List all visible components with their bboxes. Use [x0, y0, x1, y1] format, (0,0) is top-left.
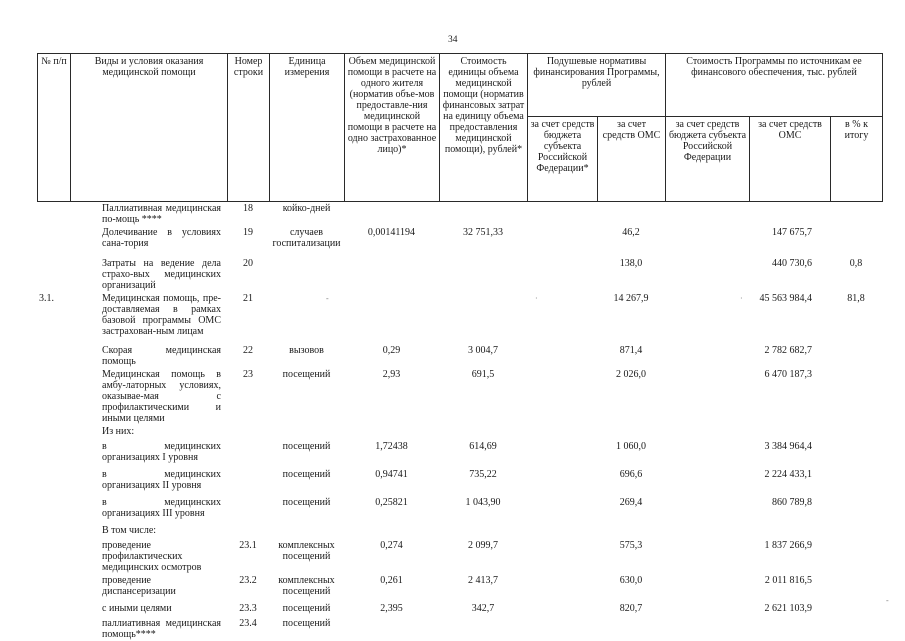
row-percap-budget: [527, 539, 597, 574]
row-volume: [344, 202, 439, 226]
table-row: [37, 574, 882, 602]
scan-speck: ·: [535, 294, 538, 303]
row-name: проведение профилактических медицинских осмотров: [102, 540, 202, 573]
row-program-budget: [665, 257, 749, 292]
row-program-omc: 860 789,8: [772, 497, 812, 508]
row-program-budget: [665, 202, 749, 226]
row-percap-budget: [527, 226, 597, 257]
row-unit-cost: 3 004,7: [468, 345, 498, 356]
row-program-omc: 2 782 682,7: [764, 345, 812, 356]
header-num: № п/п: [38, 54, 71, 202]
row-number: [37, 226, 70, 257]
row-program-pct: [830, 468, 882, 496]
header-type: Виды и условия оказания медицинской помощи: [71, 54, 228, 202]
row-percap-omc: 630,0: [619, 575, 643, 586]
row-line-number: 22: [243, 345, 253, 356]
row-number: [37, 257, 70, 292]
row-unit-cost: [439, 425, 527, 440]
row-unit-cost: 342,7: [471, 603, 495, 614]
row-number: 3.1.: [39, 293, 54, 304]
header-row: Номер строки: [228, 54, 270, 202]
row-volume: 2,395: [380, 603, 403, 614]
row-program-budget: [665, 344, 749, 368]
row-line-number: 23.4: [239, 618, 257, 629]
row-percap-budget: [527, 368, 597, 425]
row-line-number: 21: [243, 293, 253, 304]
row-percap-budget: [527, 344, 597, 368]
table-row: [37, 496, 882, 524]
row-volume: 1,72438: [375, 441, 408, 452]
row-percap-omc: 1 060,0: [616, 441, 646, 452]
row-number: [37, 574, 70, 602]
row-number: [37, 368, 70, 425]
row-percap-omc: [597, 425, 665, 440]
row-volume: 0,00141194: [367, 227, 416, 238]
row-program-pct: [830, 425, 882, 440]
row-unit-cost: [439, 617, 527, 641]
table-row: [37, 226, 882, 257]
row-unit-cost: 2 413,7: [468, 575, 498, 586]
row-program-budget: [665, 496, 749, 524]
row-program-budget: [665, 539, 749, 574]
row-percap-budget: [527, 202, 597, 226]
table-row: [37, 617, 882, 641]
table-row: [37, 539, 882, 574]
row-volume: [344, 425, 439, 440]
row-line-number: 23.3: [239, 603, 257, 614]
row-number: [37, 468, 70, 496]
row-program-pct: [830, 496, 882, 524]
row-program-omc: 3 384 964,4: [764, 441, 812, 452]
row-line-number: [227, 496, 269, 524]
row-program-pct: [830, 344, 882, 368]
row-unit: комплексных посещений: [278, 575, 335, 597]
row-volume: [344, 292, 439, 344]
table-row: [37, 257, 882, 292]
row-unit-cost: [439, 202, 527, 226]
row-program-pct: [830, 602, 882, 617]
header-program-pct: в % к итогу: [831, 117, 883, 202]
row-volume: 0,94741: [375, 469, 408, 480]
row-number: [37, 440, 70, 468]
row-unit: посещений: [282, 497, 331, 508]
row-number: [37, 425, 70, 440]
row-percap-budget: [527, 617, 597, 641]
header-cost: Стоимость единицы объема медицинской помощи (норматив финансовых затрат на единицу объема предоставления медицинской помощи), рублей*: [440, 54, 528, 202]
row-volume: [344, 524, 439, 539]
row-name: паллиативная медицинская помощь****: [102, 618, 221, 640]
row-percap-budget: [527, 440, 597, 468]
row-program-budget: [665, 368, 749, 425]
row-program-pct: 0,8: [849, 258, 863, 269]
row-number: [37, 344, 70, 368]
row-name: Из них:: [102, 426, 135, 437]
row-program-pct: [830, 539, 882, 574]
row-unit: случаев госпитализации: [272, 227, 341, 249]
row-name: Медицинская помощь в амбу-латорных условиях, оказывае-мая с профилактическими и иными целями: [102, 369, 221, 424]
row-percap-omc: [597, 617, 665, 641]
row-program-pct: [830, 617, 882, 641]
row-program-budget: [665, 602, 749, 617]
row-name: в медицинских организациях I уровня: [102, 441, 221, 463]
row-name: В том числе:: [102, 525, 157, 536]
table-row: [37, 368, 882, 425]
header-program-budget: за счет средств бюджета субъекта Российской Федерации: [666, 117, 750, 202]
row-number: [37, 539, 70, 574]
row-percap-omc: 696,6: [619, 469, 643, 480]
row-program-budget: [665, 292, 749, 344]
scan-speck: ·: [740, 294, 743, 303]
row-percap-budget: [527, 496, 597, 524]
table-row: [37, 425, 882, 440]
row-line-number: 23.1: [239, 540, 257, 551]
row-volume: 0,25821: [375, 497, 408, 508]
scan-speck: -: [326, 294, 329, 303]
row-unit: койко-дней: [282, 203, 331, 214]
row-unit: [269, 257, 344, 292]
header-unit: Единица измерения: [270, 54, 345, 202]
row-percap-budget: [527, 602, 597, 617]
row-line-number: 18: [243, 203, 253, 214]
row-unit-cost: [439, 257, 527, 292]
row-program-omc: 2 224 433,1: [764, 469, 812, 480]
row-program-omc: [749, 202, 830, 226]
row-line-number: 20: [243, 258, 253, 269]
row-name: Паллиативная медицинская по-мощь ****: [102, 203, 221, 225]
row-program-budget: [665, 425, 749, 440]
header-percap: Подушевые нормативы финансирования Программы, рублей: [528, 54, 666, 117]
row-unit: вызовов: [289, 345, 324, 356]
row-program-pct: [830, 440, 882, 468]
row-program-omc: 6 470 187,3: [764, 369, 812, 380]
row-program-budget: [665, 468, 749, 496]
scan-speck: -: [886, 596, 889, 605]
row-unit: посещений: [282, 469, 331, 480]
row-line-number: 19: [243, 227, 253, 238]
row-number: [37, 202, 70, 226]
row-program-pct: [830, 368, 882, 425]
row-unit: [269, 292, 344, 344]
header-percap-budget: за счет средств бюджета субъекта Российской Федерации*: [528, 117, 598, 202]
row-name: в медицинских организациях II уровня: [102, 469, 221, 491]
row-unit: комплексных посещений: [278, 540, 335, 562]
row-unit: посещений: [282, 369, 331, 380]
row-volume: [344, 617, 439, 641]
row-percap-omc: 2 026,0: [616, 369, 646, 380]
row-number: [37, 524, 70, 539]
table-row: [37, 602, 882, 617]
row-program-omc: [749, 524, 830, 539]
table-body: [37, 202, 882, 641]
page-number: 34: [448, 35, 458, 45]
row-program-omc: [749, 617, 830, 641]
row-unit: посещений: [282, 603, 331, 614]
header-percap-omc: за счет средств ОМС: [598, 117, 666, 202]
table-row: [37, 344, 882, 368]
row-unit: посещений: [282, 618, 331, 629]
row-percap-omc: 46,2: [622, 227, 640, 238]
row-volume: 0,261: [380, 575, 403, 586]
row-number: [37, 496, 70, 524]
row-volume: 0,29: [382, 345, 401, 356]
table-row: [37, 468, 882, 496]
row-unit-cost: 32 751,33: [463, 227, 503, 238]
row-line-number: [227, 524, 269, 539]
table-row: [37, 440, 882, 468]
table-header: [37, 53, 883, 202]
row-program-omc: [749, 425, 830, 440]
table-row: [37, 292, 882, 344]
row-line-number: 23.2: [239, 575, 257, 586]
row-program-omc: 1 837 266,9: [764, 540, 812, 551]
row-percap-omc: 820,7: [619, 603, 643, 614]
row-unit-cost: 735,22: [469, 469, 497, 480]
row-program-pct: [830, 574, 882, 602]
row-program-pct: [830, 524, 882, 539]
row-percap-omc: 269,4: [619, 497, 643, 508]
row-program-pct: 81,8: [847, 293, 865, 304]
row-number: [37, 617, 70, 641]
table-row: [37, 524, 882, 539]
row-program-pct: [830, 226, 882, 257]
row-percap-budget: [527, 574, 597, 602]
header-program-omc: за счет средств ОМС: [750, 117, 831, 202]
row-program-pct: [830, 202, 882, 226]
row-line-number: 23: [243, 369, 253, 380]
row-percap-omc: 575,3: [619, 540, 643, 551]
row-program-budget: [665, 226, 749, 257]
row-volume: [344, 257, 439, 292]
row-line-number: [227, 425, 269, 440]
row-program-omc: 2 621 103,9: [764, 603, 812, 614]
row-number: [37, 602, 70, 617]
row-line-number: [227, 440, 269, 468]
row-percap-budget: [527, 468, 597, 496]
row-unit-cost: 691,5: [471, 369, 495, 380]
row-unit-cost: [439, 524, 527, 539]
row-percap-omc: [597, 202, 665, 226]
row-program-omc: 2 011 816,5: [764, 575, 812, 586]
row-percap-budget: [527, 425, 597, 440]
row-program-omc: 45 563 984,4: [759, 293, 812, 304]
header-program: Стоимость Программы по источникам ее финансового обеспечения, тыс. рублей: [666, 54, 883, 117]
header-volume: Объем медицинской помощи в расчете на одного жителя (норматив объе-мов предоставле-ния медицинской помощи в расчете на одно застрахованное лицо)*: [345, 54, 440, 202]
row-name: Затраты на ведение дела страхо-вых медицинских организаций: [102, 258, 221, 291]
row-percap-omc: 14 267,9: [613, 293, 649, 304]
row-unit: посещений: [282, 441, 331, 452]
row-unit-cost: 1 043,90: [465, 497, 501, 508]
row-percap-omc: 871,4: [619, 345, 643, 356]
row-percap-budget: [527, 524, 597, 539]
row-name: Долечивание в условиях сана-тория: [102, 227, 221, 249]
row-name: Скорая медицинская помощь: [102, 345, 221, 367]
row-program-omc: 147 675,7: [772, 227, 812, 238]
row-percap-omc: 138,0: [619, 258, 643, 269]
row-unit: [269, 425, 344, 440]
row-name: проведение диспансеризации: [102, 575, 176, 597]
row-unit-cost: 2 099,7: [468, 540, 498, 551]
row-percap-budget: [527, 257, 597, 292]
row-program-budget: [665, 524, 749, 539]
table-row: [37, 202, 882, 226]
row-name: с иными целями: [102, 603, 172, 614]
row-program-omc: 440 730,6: [772, 258, 812, 269]
row-unit: [269, 524, 344, 539]
row-volume: 0,274: [380, 540, 403, 551]
row-program-budget: [665, 617, 749, 641]
row-name: в медицинских организациях III уровня: [102, 497, 221, 519]
row-line-number: [227, 468, 269, 496]
row-name: Медицинская помощь, пре-доставляемая в рамках базовой программы ОМС застрахован-ным лицам: [102, 293, 221, 337]
row-percap-omc: [597, 524, 665, 539]
row-unit-cost: 614,69: [469, 441, 497, 452]
row-unit-cost: [439, 292, 527, 344]
row-program-budget: [665, 440, 749, 468]
row-volume: 2,93: [382, 369, 401, 380]
row-program-budget: [665, 574, 749, 602]
